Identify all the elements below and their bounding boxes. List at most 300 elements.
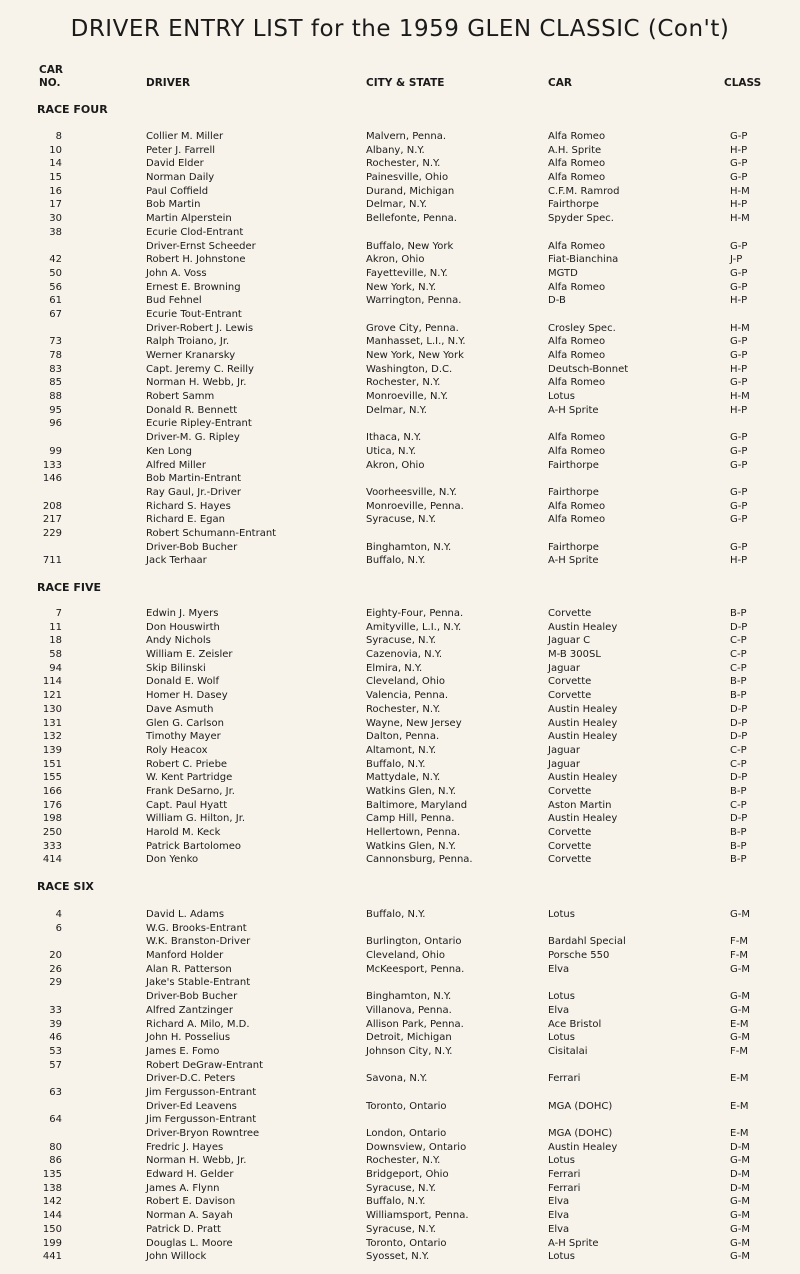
race-class: E-M xyxy=(730,1018,749,1030)
car-number: 96 xyxy=(49,418,62,430)
header-car-no xyxy=(39,64,63,90)
car-number: 199 xyxy=(42,1237,62,1249)
entry-row xyxy=(0,744,800,758)
entry-row xyxy=(0,130,800,144)
car-number: 94 xyxy=(49,662,62,674)
race-class: G-P xyxy=(730,541,748,553)
car-make: Ferrari xyxy=(548,1169,581,1181)
car-number: 8 xyxy=(55,131,62,142)
car-number: 131 xyxy=(42,717,62,729)
entry-row xyxy=(0,281,800,295)
car-make: Alfa Romeo xyxy=(548,131,606,142)
race-class: G-P xyxy=(730,158,748,170)
car-make: Fairthorpe xyxy=(548,541,599,553)
car-number: 441 xyxy=(42,1251,62,1263)
entry-row xyxy=(0,541,800,555)
race-class: G-P xyxy=(730,486,748,498)
race-class: G-M xyxy=(730,1155,750,1167)
car-number: 17 xyxy=(49,199,62,211)
car-make: Cisitalai xyxy=(548,1045,588,1057)
race-class: F-M xyxy=(730,1045,748,1057)
driver-name: Richard S. Hayes xyxy=(146,500,231,512)
entry-row xyxy=(0,703,800,717)
city-state: Akron, Ohio xyxy=(366,459,425,471)
entry-row xyxy=(0,935,800,949)
car-make: Alfa Romeo xyxy=(548,172,606,184)
city-state: Buffalo, N.Y. xyxy=(366,1196,426,1208)
entry-row xyxy=(0,253,800,267)
city-state: Downsview, Ontario xyxy=(366,1141,467,1153)
car-make: C.F.M. Ramrod xyxy=(548,185,620,197)
entry-row xyxy=(0,730,800,744)
car-number: 15 xyxy=(49,172,62,184)
driver-name: Paul Coffield xyxy=(146,185,209,197)
driver-name: Glen G. Carlson xyxy=(146,717,224,729)
car-make: Elva xyxy=(548,963,570,975)
driver-name: Jack Terhaar xyxy=(146,555,207,567)
driver-name: Douglas L. Moore xyxy=(146,1237,233,1249)
city-state: Rochester, N.Y. xyxy=(366,158,441,170)
entry-row xyxy=(0,1195,800,1209)
driver-name: Skip Bilinski xyxy=(146,662,206,674)
car-number: 16 xyxy=(49,185,62,197)
car-make: Austin Healey xyxy=(548,731,618,743)
city-state: Voorheesville, N.Y. xyxy=(366,486,457,498)
race-class: G-M xyxy=(730,1251,750,1263)
car-make: Alfa Romeo xyxy=(548,445,606,457)
car-make: Ferrari xyxy=(548,1073,581,1085)
race-class: B-P xyxy=(730,840,747,852)
city-state: Binghamton, N.Y. xyxy=(366,991,452,1003)
car-make: Corvette xyxy=(548,676,592,688)
race-class: C-P xyxy=(730,758,747,770)
car-number: 58 xyxy=(49,649,62,661)
race-class: G-M xyxy=(730,1237,750,1249)
car-make: Fairthorpe xyxy=(548,459,599,471)
car-make: Alfa Romeo xyxy=(548,336,606,348)
race-class: G-M xyxy=(730,963,750,975)
car-make: Austin Healey xyxy=(548,717,618,729)
entry-row xyxy=(0,634,800,648)
car-number: 7 xyxy=(55,608,62,619)
car-make: Alfa Romeo xyxy=(548,281,606,293)
city-state: McKeesport, Penna. xyxy=(366,963,465,975)
race-class: G-P xyxy=(730,432,748,444)
race-class: H-P xyxy=(730,555,748,567)
race-class: B-P xyxy=(730,827,747,838)
race-class: E-M xyxy=(730,1073,749,1085)
car-make: Austin Healey xyxy=(548,621,618,633)
driver-name: James E. Fomo xyxy=(146,1045,220,1057)
driver-name: Ken Long xyxy=(146,445,192,457)
car-number: 50 xyxy=(49,267,62,279)
car-make: Austin Healey xyxy=(548,772,618,784)
driver-name: Norman A. Sayah xyxy=(146,1210,233,1222)
driver-name: Robert Samm xyxy=(146,391,215,403)
driver-name: John H. Posselius xyxy=(146,1032,231,1044)
car-number: 29 xyxy=(49,977,62,989)
entry-row xyxy=(0,144,800,158)
car-number: 38 xyxy=(49,226,62,238)
city-state: Syracuse, N.Y. xyxy=(366,514,436,526)
entry-row xyxy=(0,1209,800,1223)
entry-row xyxy=(0,785,800,799)
city-state: Watkins Glen, N.Y. xyxy=(366,840,456,852)
driver-name: Robert Schumann-Entrant xyxy=(146,527,277,539)
car-make: Corvette xyxy=(548,827,592,838)
entry-row xyxy=(0,1250,800,1264)
car-make: Elva xyxy=(548,1196,570,1208)
city-state: Altamont, N.Y. xyxy=(366,744,437,756)
header-car-no-line1: CAR xyxy=(39,64,63,76)
car-number: 132 xyxy=(42,731,62,743)
car-number: 86 xyxy=(49,1155,62,1167)
car-number: 63 xyxy=(49,1086,62,1098)
entry-row xyxy=(0,990,800,1004)
race-class: G-M xyxy=(730,1032,750,1044)
car-make: Alfa Romeo xyxy=(548,500,606,512)
car-make: Fairthorpe xyxy=(548,199,599,211)
city-state: Villanova, Penna. xyxy=(366,1004,452,1016)
car-number: 166 xyxy=(42,785,62,797)
race-class: D-P xyxy=(730,813,748,825)
car-make: Lotus xyxy=(548,1155,575,1167)
city-state: Camp Hill, Penna. xyxy=(366,813,455,825)
city-state: Cannonsburg, Penna. xyxy=(366,854,473,866)
car-number: 53 xyxy=(49,1045,62,1057)
race-class: G-P xyxy=(730,350,748,361)
car-make: Alfa Romeo xyxy=(548,432,606,444)
car-number: 229 xyxy=(42,527,62,539)
entry-row xyxy=(0,294,800,308)
city-state: Amityville, L.I., N.Y. xyxy=(366,621,462,633)
driver-name: Driver-Ed Leavens xyxy=(146,1100,237,1112)
car-number: 99 xyxy=(49,445,62,457)
car-number: 56 xyxy=(49,281,62,293)
car-number: 198 xyxy=(42,813,62,825)
car-make: M-B 300SL xyxy=(548,649,601,661)
race-class: B-P xyxy=(730,785,747,797)
car-number: 333 xyxy=(42,840,62,852)
driver-name: Capt. Paul Hyatt xyxy=(146,799,228,811)
car-number: 14 xyxy=(49,158,62,170)
race-class: D-P xyxy=(730,772,748,784)
entry-row xyxy=(0,554,800,568)
entry-row xyxy=(0,1018,800,1032)
car-number: 88 xyxy=(49,391,62,403)
city-state: Buffalo, N.Y. xyxy=(366,758,426,770)
driver-name: Jim Fergusson-Entrant xyxy=(146,1086,257,1098)
race-class: G-P xyxy=(730,336,748,348)
driver-name: Homer H. Dasey xyxy=(146,690,228,702)
race-five-rows xyxy=(0,607,800,867)
driver-name: Alfred Zantzinger xyxy=(146,1004,233,1016)
entry-row xyxy=(0,335,800,349)
car-make: Elva xyxy=(548,1210,570,1222)
entry-row xyxy=(0,308,800,322)
driver-name: Martin Alperstein xyxy=(146,213,232,225)
header-driver: DRIVER xyxy=(146,77,191,89)
section-title-race-six: RACE SIX xyxy=(37,880,94,893)
city-state: Johnson City, N.Y. xyxy=(366,1045,453,1057)
car-number: 61 xyxy=(49,295,62,307)
entry-row xyxy=(0,922,800,936)
race-class: D-P xyxy=(730,621,748,633)
city-state: Mattydale, N.Y. xyxy=(366,772,441,784)
driver-name: Werner Kranarsky xyxy=(146,350,236,361)
car-make: Lotus xyxy=(548,909,575,920)
driver-name: Robert E. Davison xyxy=(146,1196,236,1208)
race-class: G-P xyxy=(730,240,748,252)
car-number: 64 xyxy=(49,1114,62,1126)
entry-row xyxy=(0,349,800,363)
city-state: Buffalo, N.Y. xyxy=(366,909,426,920)
entry-row xyxy=(0,826,800,840)
car-number: 83 xyxy=(49,363,62,375)
entry-row xyxy=(0,390,800,404)
entry-row xyxy=(0,322,800,336)
race-class: G-M xyxy=(730,909,750,920)
car-number: 144 xyxy=(42,1210,62,1222)
race-class: H-M xyxy=(730,391,750,403)
entry-row xyxy=(0,486,800,500)
city-state: Dalton, Penna. xyxy=(366,731,440,743)
car-number: 6 xyxy=(55,922,62,934)
race-class: H-P xyxy=(730,404,748,416)
city-state: Monroeville, Penna. xyxy=(366,500,464,512)
car-make: Corvette xyxy=(548,785,592,797)
entry-row xyxy=(0,212,800,226)
city-state: Eighty-Four, Penna. xyxy=(366,608,464,619)
entry-row xyxy=(0,472,800,486)
city-state: Williamsport, Penna. xyxy=(366,1210,469,1222)
car-make: Corvette xyxy=(548,690,592,702)
driver-name: Driver-M. G. Ripley xyxy=(146,432,240,444)
driver-name: Collier M. Miller xyxy=(146,131,224,142)
entry-row xyxy=(0,648,800,662)
car-number: 130 xyxy=(42,703,62,715)
driver-name: Robert C. Priebe xyxy=(146,758,228,770)
race-class: H-P xyxy=(730,363,748,375)
city-state: Utica, N.Y. xyxy=(366,445,416,457)
city-state: Syracuse, N.Y. xyxy=(366,1223,436,1235)
car-make: Fairthorpe xyxy=(548,486,599,498)
entry-row xyxy=(0,1113,800,1127)
car-make: Lotus xyxy=(548,391,575,403)
car-make: Jaguar C xyxy=(548,635,591,647)
city-state: Syracuse, N.Y. xyxy=(366,1182,436,1194)
race-class: G-M xyxy=(730,1210,750,1222)
driver-name: William E. Zeisler xyxy=(146,649,233,661)
city-state: Fayetteville, N.Y. xyxy=(366,267,448,279)
driver-name: David Elder xyxy=(146,158,204,170)
driver-name: W. Kent Partridge xyxy=(146,772,233,784)
car-number: 135 xyxy=(42,1169,62,1181)
city-state: Delmar, N.Y. xyxy=(366,404,427,416)
driver-name: Alfred Miller xyxy=(146,459,206,471)
city-state: Manhasset, L.I., N.Y. xyxy=(366,336,466,348)
driver-name: John A. Voss xyxy=(146,267,207,279)
race-class: B-P xyxy=(730,608,747,619)
city-state: Cleveland, Ohio xyxy=(366,950,446,962)
driver-name: Richard A. Milo, M.D. xyxy=(146,1018,250,1030)
race-four-rows xyxy=(0,130,800,568)
car-make: A-H Sprite xyxy=(548,555,599,567)
car-number: 26 xyxy=(49,963,62,975)
car-make: Corvette xyxy=(548,608,592,619)
driver-name: Frank DeSarno, Jr. xyxy=(146,785,235,797)
car-number: 4 xyxy=(55,909,62,920)
header-car-no-line2: NO. xyxy=(39,77,61,89)
city-state: Syosset, N.Y. xyxy=(366,1251,430,1263)
car-make: Crosley Spec. xyxy=(548,322,616,334)
car-make: Alfa Romeo xyxy=(548,377,606,389)
entry-row xyxy=(0,675,800,689)
driver-name: Driver-Ernst Scheeder xyxy=(146,240,256,252)
city-state: Elmira, N.Y. xyxy=(366,662,423,674)
car-number: 217 xyxy=(42,514,62,526)
city-state: Allison Park, Penna. xyxy=(366,1018,464,1030)
race-class: H-M xyxy=(730,322,750,334)
entry-row xyxy=(0,771,800,785)
driver-name: Roly Heacox xyxy=(146,744,208,756)
city-state: Grove City, Penna. xyxy=(366,322,459,334)
driver-name: Norman H. Webb, Jr. xyxy=(146,377,247,389)
car-make: Deutsch-Bonnet xyxy=(548,363,629,375)
car-make: Alfa Romeo xyxy=(548,240,606,252)
driver-name: Driver-Bob Bucher xyxy=(146,541,238,553)
race-class: B-P xyxy=(730,690,747,702)
car-make: Jaguar xyxy=(548,744,581,756)
city-state: Ithaca, N.Y. xyxy=(366,432,422,444)
race-class: J-P xyxy=(730,254,743,266)
race-class: G-M xyxy=(730,991,750,1003)
car-number: 11 xyxy=(49,621,62,633)
entry-row xyxy=(0,445,800,459)
entry-row xyxy=(0,404,800,418)
car-number: 138 xyxy=(42,1182,62,1194)
entry-row xyxy=(0,662,800,676)
race-class: G-P xyxy=(730,500,748,512)
race-class: D-M xyxy=(730,1169,750,1181)
city-state: Bridgeport, Ohio xyxy=(366,1169,449,1181)
driver-name: Robert DeGraw-Entrant xyxy=(146,1059,264,1071)
entry-row xyxy=(0,949,800,963)
race-class: C-P xyxy=(730,635,747,647)
city-state: Baltimore, Maryland xyxy=(366,799,468,811)
entry-row xyxy=(0,513,800,527)
driver-name: Norman Daily xyxy=(146,172,215,184)
car-number: 42 xyxy=(49,254,62,266)
car-number: 85 xyxy=(49,377,62,389)
city-state: Buffalo, N.Y. xyxy=(366,555,426,567)
city-state: Warrington, Penna. xyxy=(366,295,462,307)
car-number: 57 xyxy=(49,1059,62,1071)
entry-row xyxy=(0,840,800,854)
race-class: G-P xyxy=(730,267,748,279)
driver-name: Edward H. Gelder xyxy=(146,1169,234,1181)
car-make: A-H Sprite xyxy=(548,1237,599,1249)
race-class: G-M xyxy=(730,1004,750,1016)
race-class: H-P xyxy=(730,144,748,156)
race-class: G-P xyxy=(730,172,748,184)
entry-row xyxy=(0,1086,800,1100)
city-state: Cleveland, Ohio xyxy=(366,676,446,688)
car-make: MGTD xyxy=(548,267,578,279)
driver-name: Ray Gaul, Jr.-Driver xyxy=(146,486,242,498)
car-make: Ferrari xyxy=(548,1182,581,1194)
entry-row xyxy=(0,1004,800,1018)
driver-name: Andy Nichols xyxy=(146,635,211,647)
entry-row xyxy=(0,963,800,977)
page-title: DRIVER ENTRY LIST for the 1959 GLEN CLASSIC (Con't) xyxy=(70,16,730,42)
race-class: G-P xyxy=(730,131,748,142)
car-number: 20 xyxy=(49,950,62,962)
driver-name: Bob Martin-Entrant xyxy=(146,473,242,485)
city-state: Rochester, N.Y. xyxy=(366,1155,441,1167)
car-make: Jaguar xyxy=(548,758,581,770)
car-make: Corvette xyxy=(548,854,592,866)
entry-row xyxy=(0,500,800,514)
city-state: Watkins Glen, N.Y. xyxy=(366,785,456,797)
driver-name: William G. Hilton, Jr. xyxy=(146,813,246,825)
driver-name: Norman H. Webb, Jr. xyxy=(146,1155,247,1167)
car-number: 711 xyxy=(42,555,62,567)
driver-name: Patrick Bartolomeo xyxy=(146,840,242,852)
car-make: Corvette xyxy=(548,840,592,852)
entry-row xyxy=(0,1154,800,1168)
race-class: G-M xyxy=(730,1196,750,1208)
driver-name: Patrick D. Pratt xyxy=(146,1223,221,1235)
entry-row xyxy=(0,1072,800,1086)
car-make: Elva xyxy=(548,1004,570,1016)
driver-name: Richard E. Egan xyxy=(146,514,225,526)
car-make: Spyder Spec. xyxy=(548,213,614,225)
car-number: 46 xyxy=(49,1032,62,1044)
race-class: D-M xyxy=(730,1182,750,1194)
race-class: F-M xyxy=(730,936,748,948)
car-number: 176 xyxy=(42,799,62,811)
car-make: Fiat-Bianchina xyxy=(548,254,619,266)
race-class: G-P xyxy=(730,377,748,389)
car-make: MGA (DOHC) xyxy=(548,1128,613,1139)
race-class: C-P xyxy=(730,662,747,674)
race-class: D-P xyxy=(730,703,748,715)
driver-name: Ecurie Tout-Entrant xyxy=(146,308,242,320)
entry-row xyxy=(0,1100,800,1114)
city-state: Wayne, New Jersey xyxy=(366,717,462,729)
city-state: Malvern, Penna. xyxy=(366,131,447,142)
driver-name: Donald E. Wolf xyxy=(146,676,219,688)
city-state: Albany, N.Y. xyxy=(366,144,425,156)
entry-row xyxy=(0,185,800,199)
driver-name: John Willock xyxy=(146,1251,207,1263)
race-class: B-P xyxy=(730,676,747,688)
race-class: G-M xyxy=(730,1223,750,1235)
car-number: 142 xyxy=(42,1196,62,1208)
entry-row xyxy=(0,198,800,212)
car-number: 18 xyxy=(49,635,62,647)
city-state: Binghamton, N.Y. xyxy=(366,541,452,553)
race-class: H-M xyxy=(730,213,750,225)
driver-name: Jake's Stable-Entrant xyxy=(146,977,251,989)
car-make: Austin Healey xyxy=(548,1141,618,1153)
entry-row xyxy=(0,1141,800,1155)
race-six-rows xyxy=(0,908,800,1264)
race-class: G-P xyxy=(730,281,748,293)
driver-name: Edwin J. Myers xyxy=(146,608,219,619)
city-state: London, Ontario xyxy=(366,1128,447,1139)
